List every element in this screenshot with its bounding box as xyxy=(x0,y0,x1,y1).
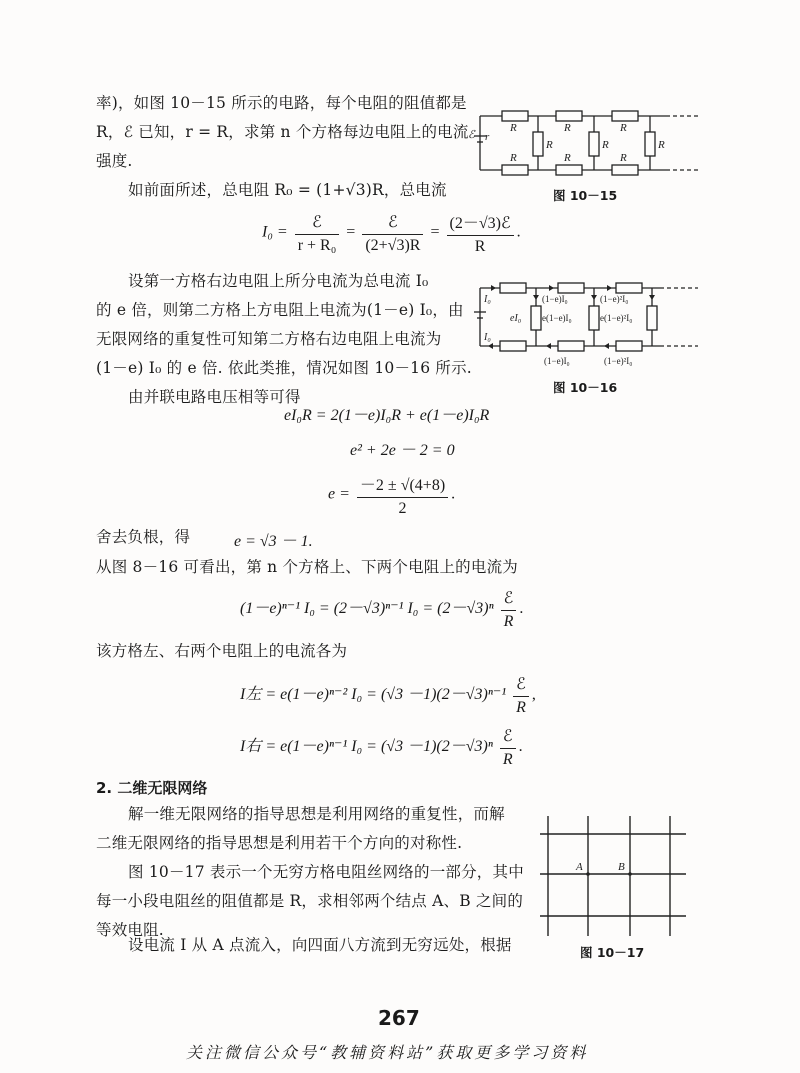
circuit-figure-10-16 xyxy=(470,274,700,374)
section-title: 2. 二维无限网络 xyxy=(96,779,208,797)
paragraph-line: 从图 8－16 可看出，第 n 个方格上、下两个电阻上的电流为 xyxy=(96,558,518,576)
figure-caption: 图 10－17 xyxy=(580,945,645,960)
resistor-label: R xyxy=(546,139,553,151)
footer-promo: 关注微信公众号“教辅资料站”获取更多学习资料 xyxy=(186,1043,589,1062)
current-label: I₀ xyxy=(484,294,491,305)
resistor-label: R xyxy=(602,139,609,151)
paragraph-line: 每一小段电阻丝的阻值都是 R，求相邻两个结点 A、B 之间的 xyxy=(96,892,524,910)
current-label: I₀ xyxy=(484,332,491,343)
paragraph-line: 解一维无限网络的指导思想是利用网络的重复性，而解 xyxy=(128,805,505,823)
paragraph-line: 该方格左、右两个电阻上的电流各为 xyxy=(96,642,348,660)
equation: e = √3 － 1. xyxy=(234,533,313,550)
equation: I右 = e(1－e)ⁿ⁻¹ I₀ = (√3 －1)(2－√3)ⁿ $\frac{\text{ℰ}}{R}$ . xyxy=(240,728,523,768)
paragraph-line: 由并联电路电压相等可得 xyxy=(128,388,301,406)
equation-i0: I₀ = $\frac{\text{ℰ}}{\text{r + R₀}}$ = $\frac{\text{ℰ}}{(2+√3)R}$ = $\frac{\text{(2－√3)ℰ}}{R}$ . xyxy=(262,210,521,256)
node-a-label: A xyxy=(576,861,583,873)
page-number: 267 xyxy=(378,1006,420,1030)
resistor-label: R xyxy=(620,122,627,134)
current-label: (1−e)²I₀ xyxy=(600,294,629,304)
paragraph-line: 等效电阻. xyxy=(96,921,164,939)
current-label: (1−e)I₀ xyxy=(544,356,570,366)
resistor-label: R xyxy=(658,139,665,151)
current-label: eI₀ xyxy=(510,313,522,324)
paragraph-line: 强度. xyxy=(96,152,133,170)
equation: eI₀R = 2(1－e)I₀R + e(1－e)I₀R xyxy=(284,407,490,424)
emf-label: ℰ xyxy=(468,129,475,141)
equation: e = $\frac{-2 \pm √(4+8)}{2}$ . xyxy=(328,472,455,518)
current-label: (1−e)I₀ xyxy=(542,294,568,304)
paragraph-line: 无限网络的重复性可知第二方格右边电阻上电流为 xyxy=(96,330,442,348)
paragraph-line: 的 e 倍，则第二方格上方电阻上电流为(1－e) I₀，由 xyxy=(96,301,464,319)
resistor-label: R xyxy=(564,152,571,164)
resistor-label: R xyxy=(510,122,517,134)
current-label: e(1−e)²I₀ xyxy=(600,313,633,323)
equation: I左 = e(1－e)ⁿ⁻² I₀ = (√3 －1)(2－√3)ⁿ⁻¹ $\frac{\text{ℰ}}{R}$ , xyxy=(240,676,536,716)
paragraph-line: 设第一方格右边电阻上所分电流为总电流 I₀ xyxy=(128,272,429,290)
figure-caption: 图 10－15 xyxy=(553,188,618,203)
node-b-label: B xyxy=(618,861,625,873)
paragraph-line: 设电流 I 从 A 点流入，向四面八方流到无穷远处，根据 xyxy=(128,936,512,954)
equation: (1－e)ⁿ⁻¹ I₀ = (2－√3)ⁿ⁻¹ I₀ = (2－√3)ⁿ $\frac{\text{ℰ}}{R}$ . xyxy=(240,590,524,630)
current-label: e(1−e)I₀ xyxy=(542,313,572,323)
figure-caption: 图 10－16 xyxy=(553,380,618,395)
paragraph-line: R，ℰ 已知，r = R，求第 n 个方格每边电阻上的电流 xyxy=(96,123,469,141)
equation: e² + 2e － 2 = 0 xyxy=(350,442,455,459)
resistor-label: R xyxy=(620,152,627,164)
paragraph-line: 二维无限网络的指导思想是利用若干个方向的对称性. xyxy=(96,834,463,852)
resistor-label: R xyxy=(510,152,517,164)
paragraph-line: 图 10－17 表示一个无穷方格电阻丝网络的一部分，其中 xyxy=(128,863,524,881)
internal-resistance-label: r xyxy=(485,131,490,143)
resistor-label: R xyxy=(564,122,571,134)
paragraph-line: 率)，如图 10－15 所示的电路，每个电阻的阻值都是 xyxy=(96,94,467,112)
current-label: (1−e)²I₀ xyxy=(604,356,633,366)
paragraph-line: 舍去负根，得 xyxy=(96,528,191,546)
paragraph-line: (1－e) I₀ 的 e 倍. 依此类推，情况如图 10－16 所示. xyxy=(96,359,472,377)
paragraph-line: 如前面所述，总电阻 R₀ = (1+√3)R，总电流 xyxy=(128,181,447,199)
grid-figure-10-17 xyxy=(540,816,690,942)
